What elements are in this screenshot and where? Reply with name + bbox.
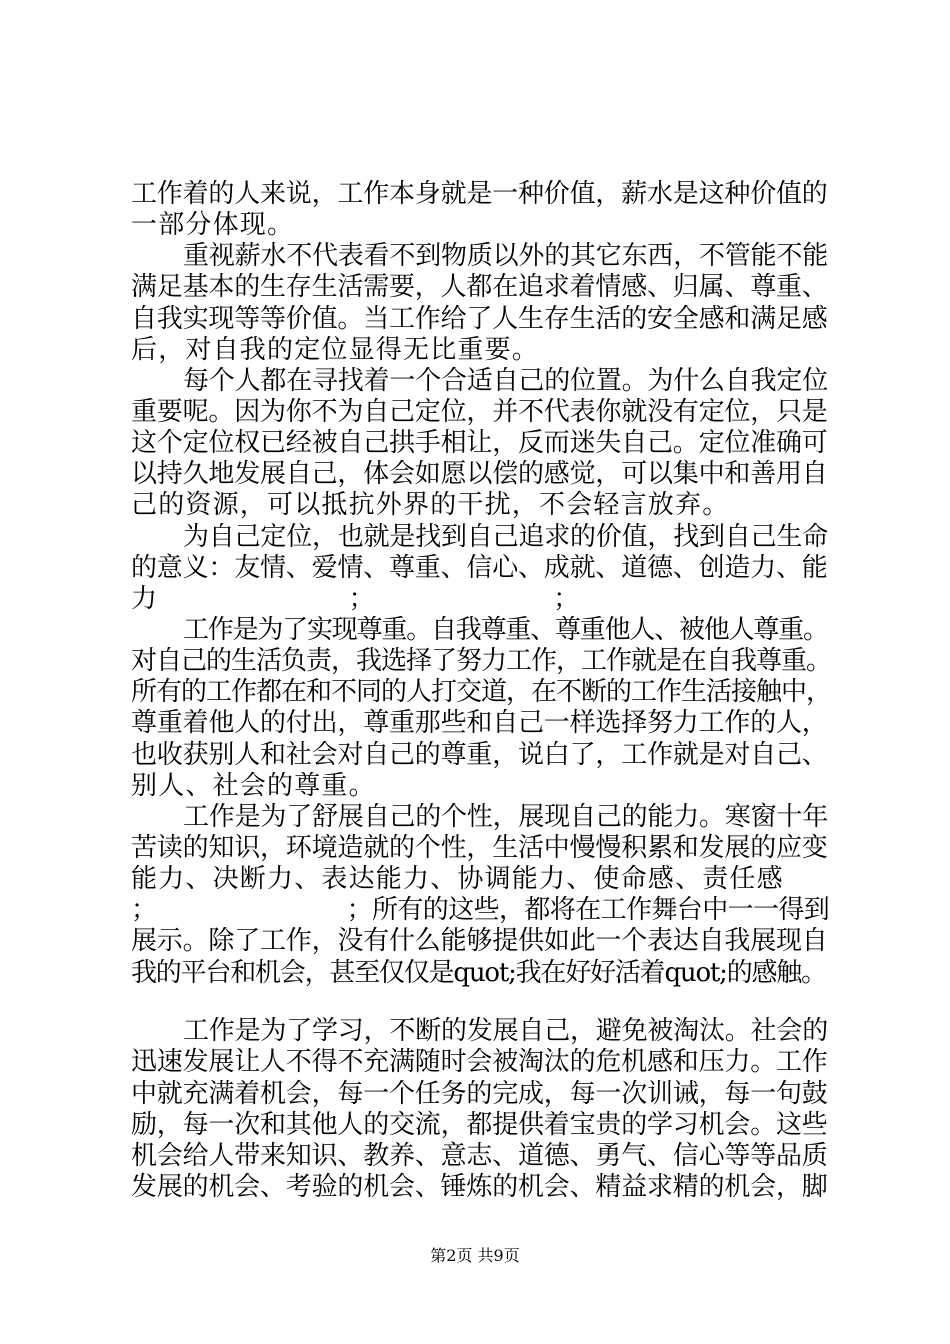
text-line: 迅速发展让人不得不充满随时会被淘汰的危机感和压力。工作	[131, 1047, 828, 1077]
text-line: 别人、社会的尊重。	[131, 771, 376, 801]
text-line: 工作是为了舒展自己的个性，展现自己的能力。寒窗十年	[183, 802, 829, 832]
text-line: 这个定位权已经被自己拱手相让，反而迷失自己。定位准确可	[131, 428, 828, 458]
text-line: 机会给人带来知识、教养、意志、道德、勇气、信心等等品质	[131, 1141, 828, 1171]
text-line: 展示。除了工作，没有什么能够提供如此一个表达自我展现自	[131, 926, 828, 956]
text-line: 工作是为了学习，不断的发展自己，避免被淘汰。社会的	[183, 1016, 829, 1046]
text-line: 自我实现等等价值。当工作给了人生存生活的安全感和满足感	[131, 304, 828, 334]
text-line: 重视薪水不代表看不到物质以外的其它东西，不管能不能	[183, 241, 829, 271]
text-line: 对自己的生活负责，我选择了努力工作，工作就是在自我尊重。	[131, 646, 832, 676]
text-line: 每个人都在寻找着一个合适自己的位置。为什么自我定位	[183, 366, 829, 396]
text-line: 后，对自我的定位显得无比重要。	[131, 335, 540, 365]
text-line: 以持久地发展自己，体会如愿以偿的感觉，可以集中和善用自	[131, 459, 828, 489]
text-line: 所有的工作都在和不同的人打交道，在不断的工作生活接触中，	[131, 677, 832, 707]
text-line: 工作是为了实现尊重。自我尊重、尊重他人、被他人尊重。	[183, 615, 828, 645]
text-line: 中就充满着机会，每一个任务的完成，每一次训诫，每一句鼓	[131, 1079, 828, 1109]
text-line: 也收获别人和社会对自己的尊重，说白了，工作就是对自己、	[131, 740, 828, 770]
text-line: 力 ； ；	[131, 584, 581, 614]
text-line: ； ；所有的这些，都将在工作舞台中一一得到	[131, 895, 830, 925]
text-line: 能力、决断力、表达能力、协调能力、使命感、责任感	[131, 864, 784, 894]
text-line: 苦读的知识，环境造就的个性，生活中慢慢积累和发展的应变	[131, 833, 828, 863]
text-line: 我的平台和机会，甚至仅仅是quot;我在好好活着quot;的感触。	[131, 958, 826, 988]
text-line: 工作着的人来说，工作本身就是一种价值，薪水是这种价值的	[131, 179, 828, 209]
page-number-footer: 第2页 共9页	[430, 1246, 520, 1265]
text-line: 满足基本的生存生活需要，人都在追求着情感、归属、尊重、	[131, 272, 828, 302]
text-line: 一部分体现。	[131, 210, 295, 240]
text-line: 励，每一次和其他人的交流，都提供着宝贵的学习机会。这些	[131, 1110, 828, 1140]
text-line: 的意义：友情、爱情、尊重、信心、成就、道德、创造力、能	[131, 553, 828, 583]
text-line: 重要呢。因为你不为自己定位，并不代表你就没有定位，只是	[131, 397, 828, 427]
text-line: 为自己定位，也就是找到自己追求的价值，找到自己生命	[183, 522, 829, 552]
text-line: 尊重着他人的付出，尊重那些和自己一样选择努力工作的人，	[131, 708, 828, 738]
text-line: 己的资源，可以抵抗外界的干扰，不会轻言放弃。	[131, 490, 730, 520]
text-line: 发展的机会、考验的机会、锤炼的机会、精益求精的机会，脚	[131, 1172, 828, 1202]
